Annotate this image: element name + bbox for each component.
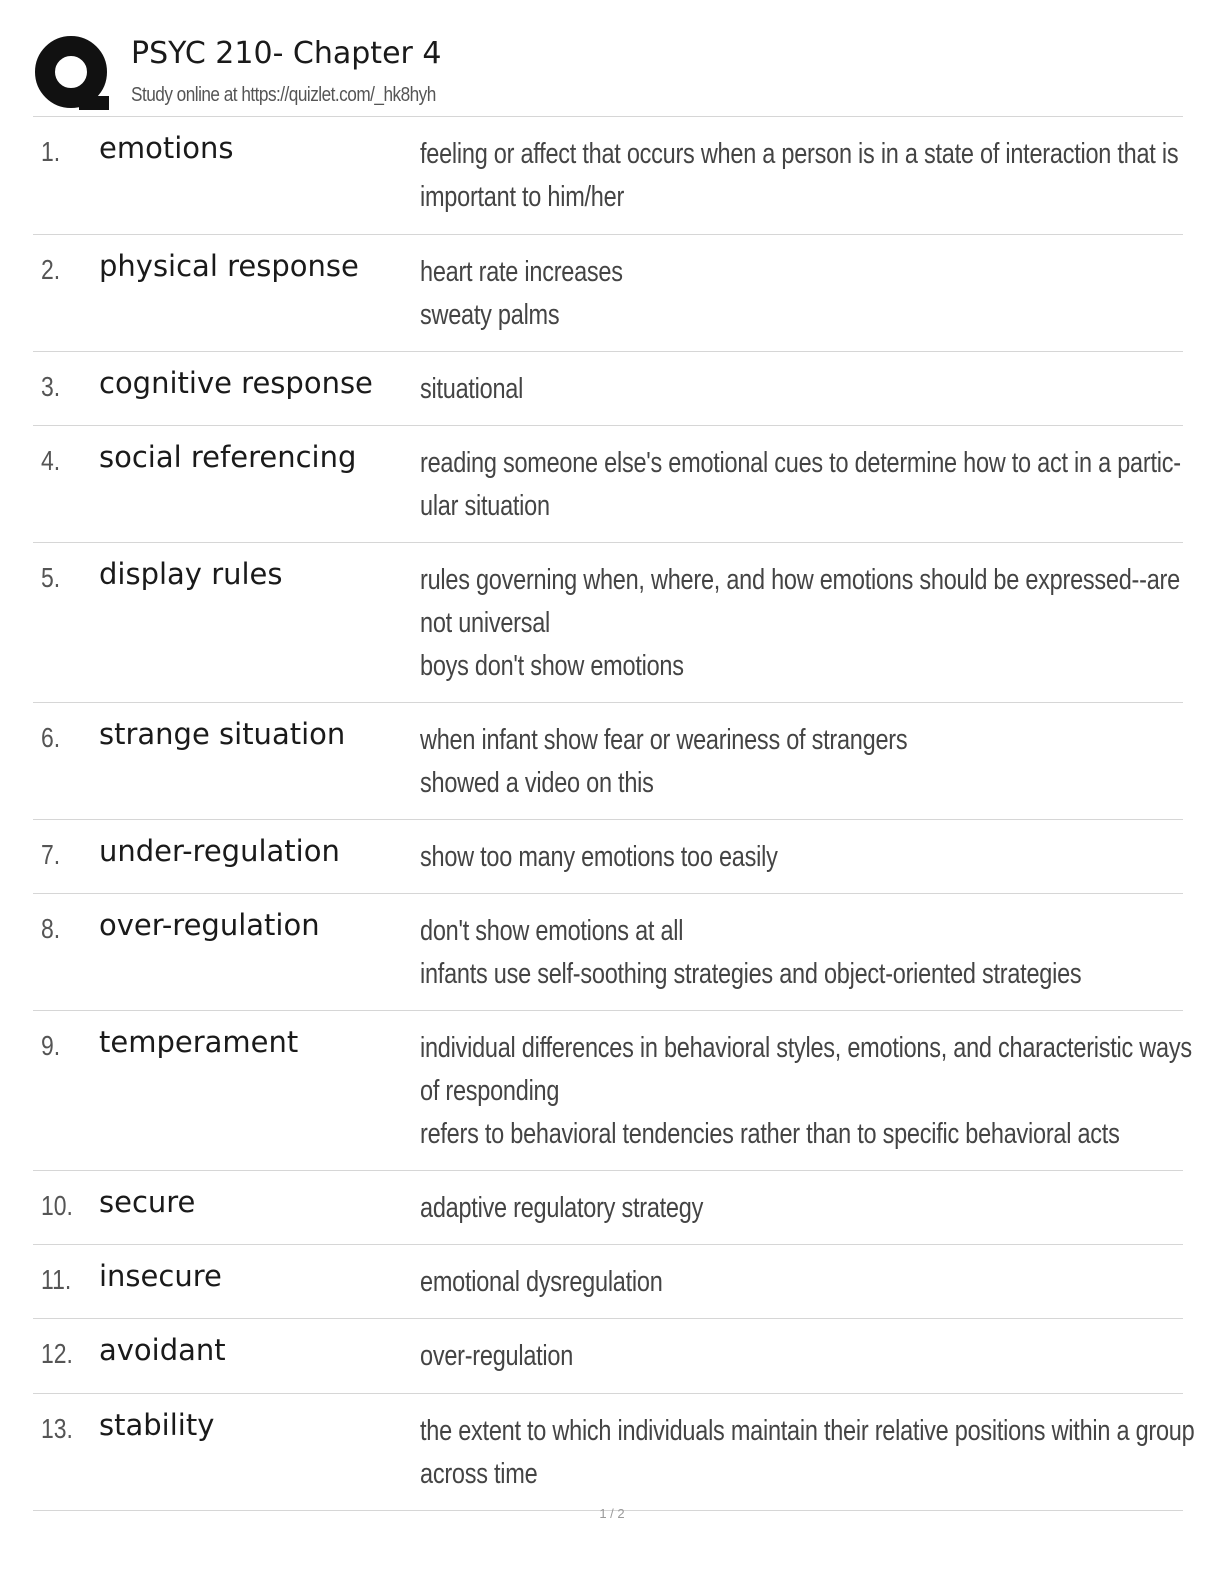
flashcard-row	[33, 1245, 1183, 1319]
definition-line: reading someone else's emotional cues to determine how to act in a partic-	[420, 447, 1181, 479]
card-term: under-regulation	[99, 834, 340, 868]
definition-line: across time	[420, 1458, 538, 1490]
flashcard-row	[33, 1394, 1195, 1511]
card-definition	[420, 559, 1180, 688]
definition-line: ular situation	[420, 490, 550, 522]
definition-line: when infant show fear or weariness of strangers	[420, 724, 908, 756]
definition-line: boys don't show emotions	[420, 650, 684, 682]
card-definition	[420, 910, 1165, 996]
card-number: 3.	[41, 371, 61, 402]
card-term: stability	[99, 1408, 215, 1442]
card-number: 6.	[41, 722, 61, 753]
definition-line: over-regulation	[420, 1340, 574, 1372]
card-term: temperament	[99, 1025, 299, 1059]
flashcard-row	[33, 894, 1183, 1011]
card-number: 10.	[41, 1190, 73, 1221]
card-definition	[420, 1261, 1165, 1304]
definition-line: of responding	[420, 1075, 560, 1107]
definition-line: showed a video on this	[420, 767, 654, 799]
definition-line: emotional dysregulation	[420, 1266, 663, 1298]
card-term: display rules	[99, 557, 283, 591]
definition-line: sweaty palms	[420, 299, 560, 331]
card-definition	[420, 1335, 1165, 1378]
card-number: 9.	[41, 1030, 61, 1061]
definition-line: the extent to which individuals maintain their relative positions within a group	[420, 1415, 1195, 1447]
card-definition	[420, 133, 1179, 219]
card-term: physical response	[99, 249, 359, 283]
card-number: 4.	[41, 445, 61, 476]
card-definition	[420, 1187, 1165, 1230]
card-number: 1.	[41, 136, 61, 167]
card-definition	[420, 368, 1165, 411]
card-definition	[420, 719, 1165, 805]
definition-line: situational	[420, 373, 524, 405]
study-online-link[interactable]: Study online at https://quizlet.com/_hk8hyh	[131, 84, 436, 106]
flashcard-row	[33, 1171, 1183, 1245]
card-number: 7.	[41, 839, 61, 870]
card-term: social referencing	[99, 440, 357, 474]
flashcard-row	[33, 1319, 1183, 1394]
flashcard-row	[33, 235, 1183, 352]
card-definition	[420, 1410, 1195, 1496]
page-header	[33, 30, 1183, 116]
card-number: 2.	[41, 254, 61, 285]
card-definition	[420, 1027, 1192, 1156]
card-term: cognitive response	[99, 366, 373, 400]
card-term: insecure	[99, 1259, 222, 1293]
definition-line: important to him/her	[420, 181, 625, 213]
flashcard-row	[33, 1011, 1192, 1171]
definition-line: not universal	[420, 607, 551, 639]
definition-line: infants use self-soothing strategies and object-oriented strategies	[420, 958, 1082, 990]
card-definition	[420, 836, 1165, 879]
card-number: 5.	[41, 562, 61, 593]
card-number: 11.	[41, 1264, 72, 1295]
flashcard-row	[33, 352, 1183, 426]
definition-line: heart rate increases	[420, 256, 623, 288]
definition-line: don't show emotions at all	[420, 915, 684, 947]
page-title: PSYC 210- Chapter 4	[131, 36, 442, 71]
card-term: secure	[99, 1185, 196, 1219]
card-number: 13.	[41, 1413, 73, 1444]
card-term: emotions	[99, 131, 234, 165]
flashcard-row	[33, 117, 1183, 235]
flashcard-row	[33, 820, 1183, 894]
card-term: avoidant	[99, 1333, 226, 1367]
definition-line: refers to behavioral tendencies rather than to specific behavioral acts	[420, 1118, 1120, 1150]
flashcard-row	[33, 543, 1183, 703]
card-number: 8.	[41, 913, 61, 944]
card-term: strange situation	[99, 717, 346, 751]
definition-line: individual differences in behavioral styles, emotions, and characteristic ways	[420, 1032, 1192, 1064]
definition-line: adaptive regulatory strategy	[420, 1192, 704, 1224]
card-definition	[420, 251, 1165, 337]
card-definition	[420, 442, 1181, 528]
card-number: 12.	[41, 1338, 73, 1369]
definition-line: show too many emotions too easily	[420, 841, 778, 873]
flashcard-row	[33, 426, 1183, 543]
quizlet-logo-icon	[33, 34, 113, 114]
flashcard-row	[33, 703, 1183, 820]
flashcard-list	[33, 117, 1195, 1511]
definition-line: rules governing when, where, and how emotions should be expressed--are	[420, 564, 1180, 596]
card-term: over-regulation	[99, 908, 320, 942]
definition-line: feeling or affect that occurs when a person is in a state of interaction that is	[420, 138, 1179, 170]
page-number: 1 / 2	[599, 1506, 625, 1521]
